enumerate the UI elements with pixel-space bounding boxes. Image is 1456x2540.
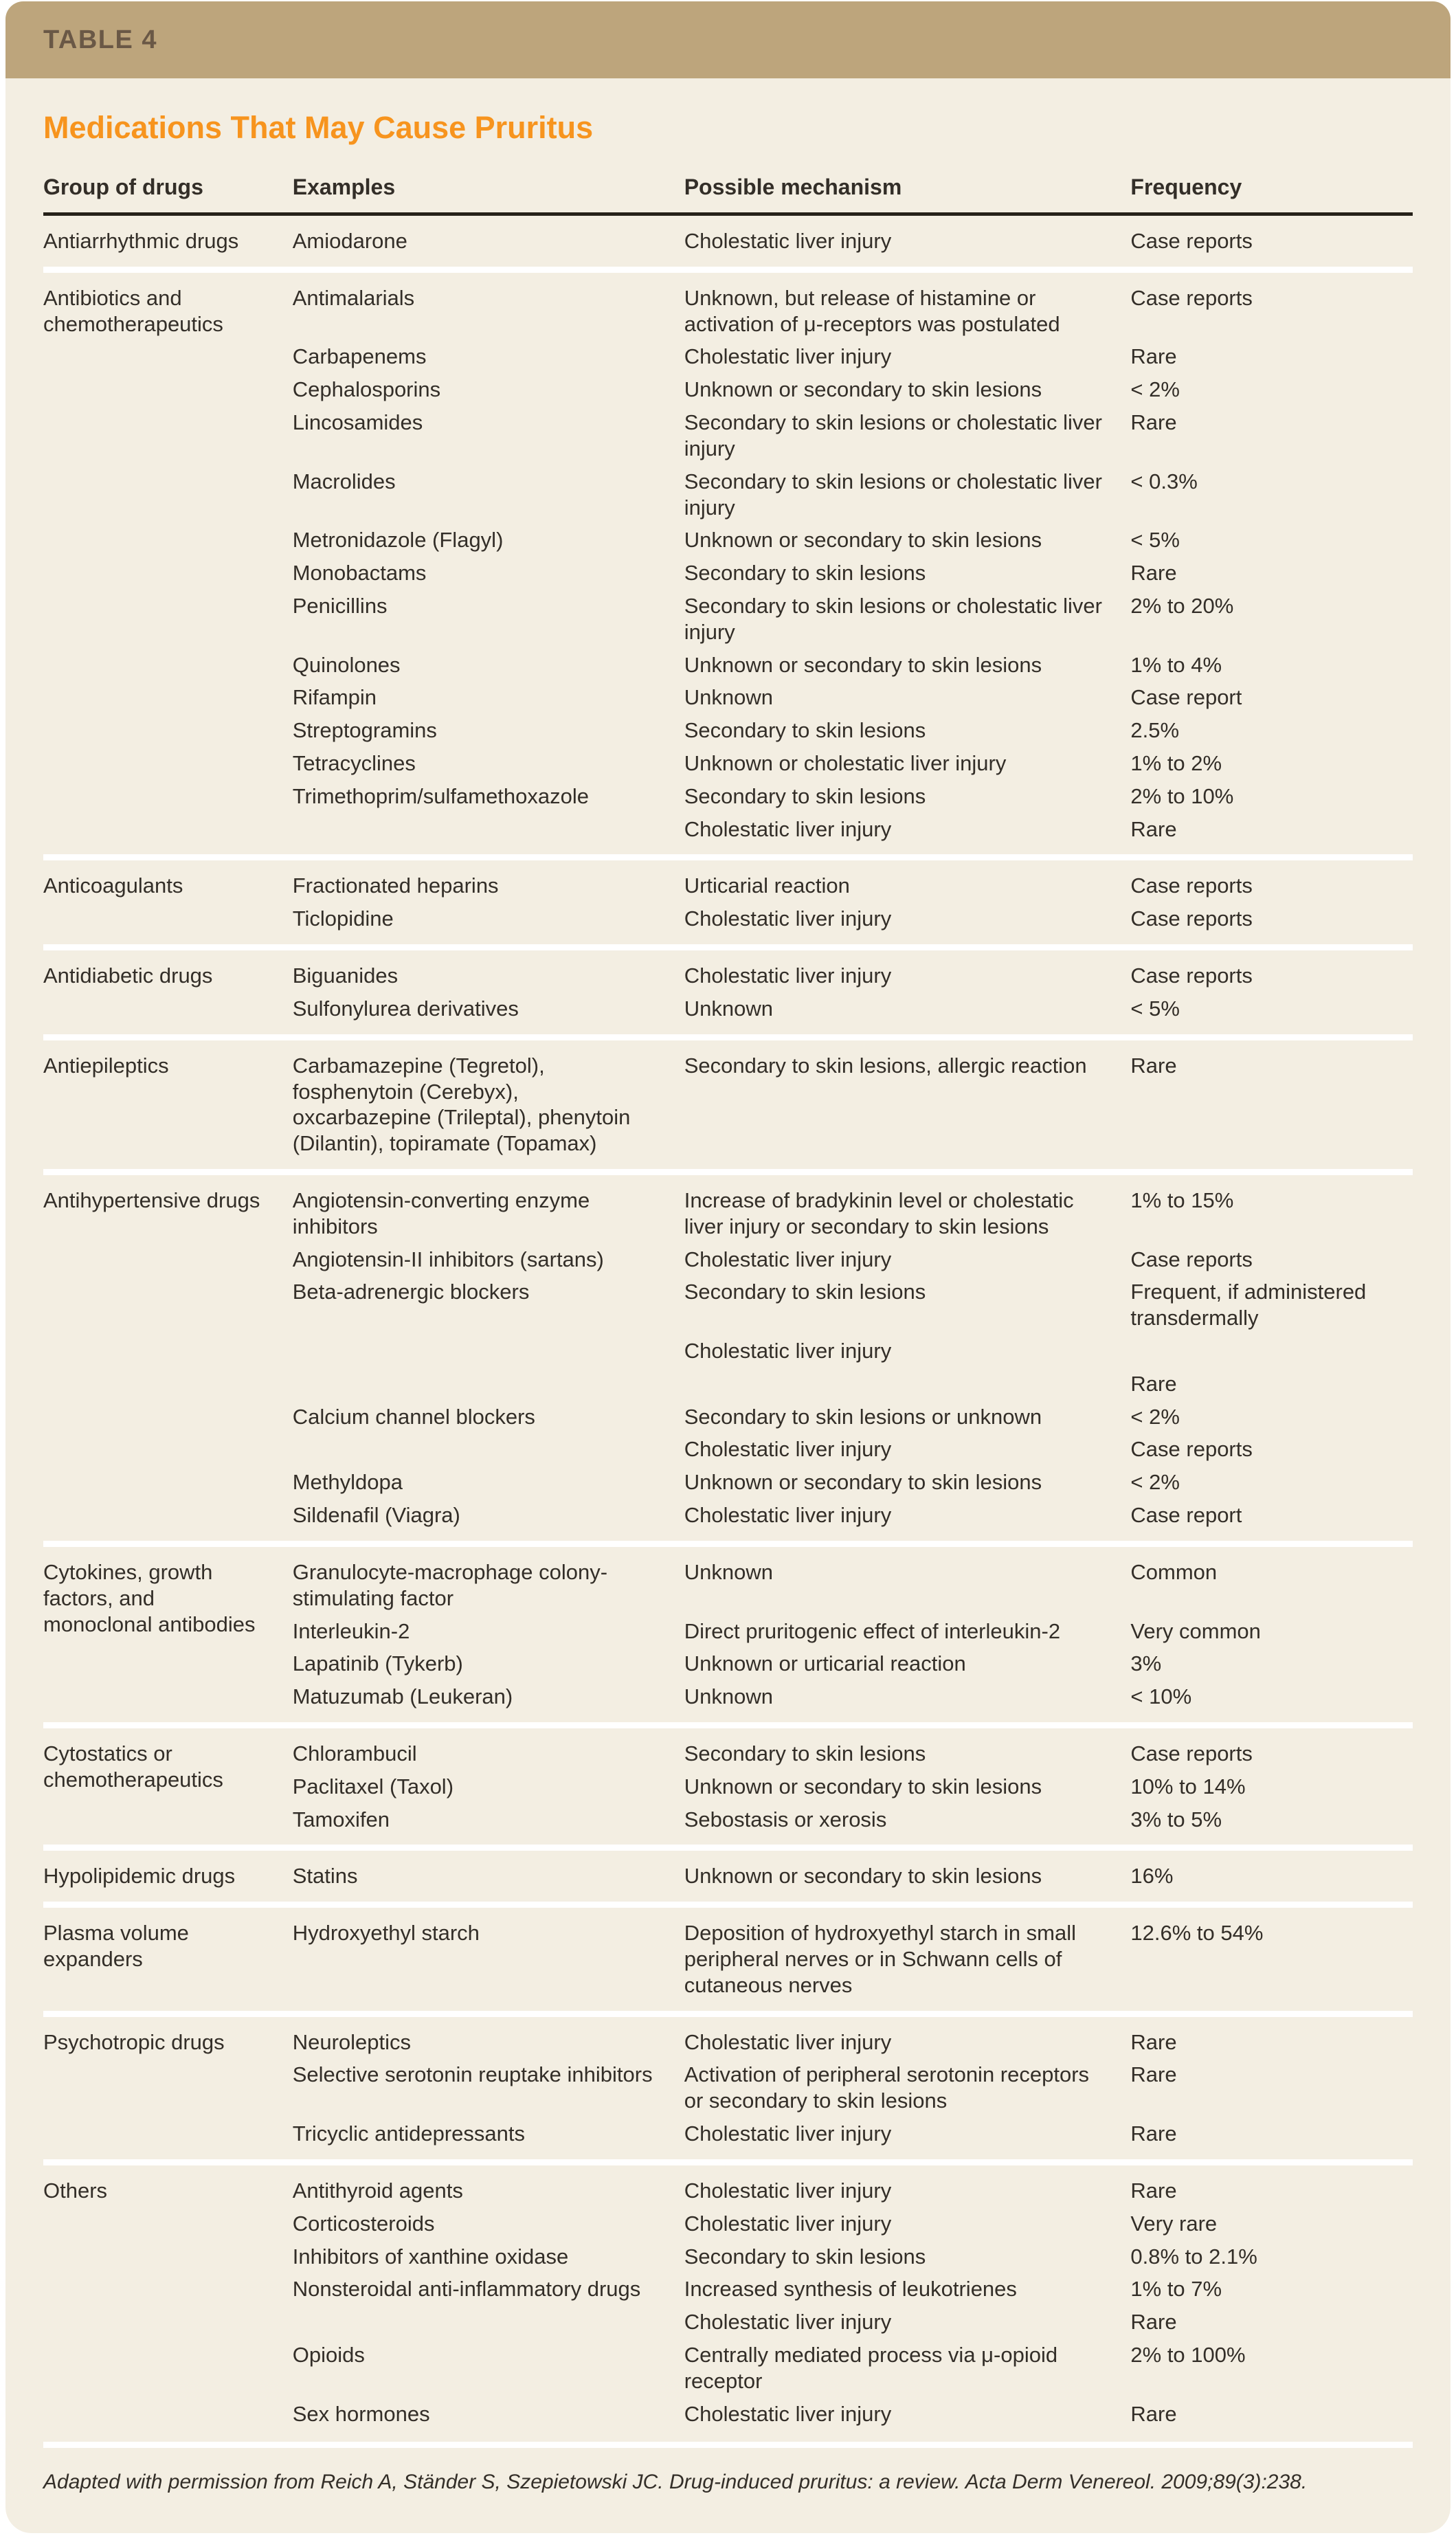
mechanism-cell: Unknown or urticarial reaction bbox=[684, 1651, 966, 1676]
group-name-cell: Anticoagulants bbox=[43, 873, 183, 898]
frequency-cell: Case reports bbox=[1130, 1741, 1253, 1765]
frequency-cell: Very common bbox=[1130, 1618, 1261, 1643]
example-cell: Antimalarials bbox=[292, 285, 415, 310]
frequency-cell: Rare bbox=[1130, 816, 1177, 841]
mechanism-cell: Direct pruritogenic effect of interleukin-2 bbox=[684, 1618, 1061, 1643]
mechanism-cell: Unknown or secondary to skin lesions bbox=[684, 1470, 1042, 1495]
example-cell: Quinolones bbox=[292, 652, 401, 677]
frequency-cell: Rare bbox=[1130, 2310, 1177, 2335]
table-label: TABLE 4 bbox=[43, 25, 158, 54]
frequency-cell: < 2% bbox=[1130, 377, 1180, 402]
mechanism-cell: Increased synthesis of leukotrienes bbox=[684, 2277, 1017, 2302]
mechanism-cell: Unknown or secondary to skin lesions bbox=[684, 1774, 1042, 1798]
example-cell bbox=[293, 2306, 684, 2339]
mechanism-cell: Unknown bbox=[684, 996, 773, 1021]
mechanism-cell: Cholestatic liver injury bbox=[684, 344, 892, 369]
example-cell: Fractionated heparins bbox=[292, 873, 499, 898]
frequency-cell: Case reports bbox=[1130, 1437, 1253, 1462]
mechanism-cell: Deposition of hydroxyethyl starch in small peripheral nerves or in Schwann cells of cutaneous nerves bbox=[684, 1921, 1077, 1997]
frequency-cell: Rare bbox=[1130, 2121, 1177, 2146]
mechanism-cell bbox=[684, 1368, 1131, 1401]
mechanism-cell: Cholestatic liver injury bbox=[684, 1339, 892, 1363]
drug-group bbox=[43, 267, 1413, 855]
drug-group bbox=[43, 1722, 1413, 1845]
mechanism-cell: Cholestatic liver injury bbox=[684, 2211, 892, 2236]
mechanism-cell: Cholestatic liver injury bbox=[684, 906, 892, 931]
mechanism-cell: Unknown or cholestatic liver injury bbox=[684, 751, 1007, 775]
drug-group bbox=[43, 216, 1413, 267]
frequency-cell: Case reports bbox=[1130, 229, 1253, 253]
group-name-cell: Antidiabetic drugs bbox=[43, 963, 213, 988]
mechanism-cell: Cholestatic liver injury bbox=[684, 816, 892, 841]
mechanism-cell: Cholestatic liver injury bbox=[684, 1247, 892, 1271]
mechanism-cell: Secondary to skin lesions bbox=[684, 1741, 926, 1765]
frequency-cell: < 2% bbox=[1130, 1404, 1180, 1429]
group-name-cell: Cytostatics or chemotherapeutics bbox=[43, 1741, 223, 1792]
group-name-cell: Antihypertensive drugs bbox=[43, 1188, 260, 1212]
frequency-cell: Case reports bbox=[1130, 873, 1253, 898]
frequency-cell: < 5% bbox=[1130, 528, 1180, 553]
frequency-cell: 1% to 7% bbox=[1130, 2277, 1222, 2302]
frequency-cell: Case reports bbox=[1130, 285, 1253, 310]
example-cell: Tetracyclines bbox=[292, 751, 416, 775]
example-cell: Inhibitors of xanthine oxidase bbox=[292, 2244, 569, 2269]
example-cell: Hydroxyethyl starch bbox=[292, 1921, 480, 1946]
drug-group bbox=[43, 944, 1413, 1034]
drug-group bbox=[43, 1541, 1413, 1722]
example-cell: Biguanides bbox=[292, 963, 399, 988]
frequency-cell: Case reports bbox=[1130, 906, 1253, 931]
frequency-cell: < 2% bbox=[1130, 1470, 1180, 1495]
mechanism-cell: Secondary to skin lesions bbox=[684, 1280, 926, 1304]
mechanism-cell: Secondary to skin lesions or unknown bbox=[684, 1404, 1042, 1429]
frequency-cell: < 10% bbox=[1130, 1684, 1192, 1709]
example-cell: Sulfonylurea derivatives bbox=[292, 996, 519, 1021]
mechanism-cell: Unknown or secondary to skin lesions bbox=[684, 652, 1042, 677]
example-cell: Sildenafil (Viagra) bbox=[292, 1503, 460, 1528]
mechanism-cell: Secondary to skin lesions bbox=[684, 561, 926, 586]
frequency-cell: Case reports bbox=[1130, 963, 1253, 988]
example-cell: Streptogramins bbox=[292, 718, 437, 743]
mechanism-cell: Cholestatic liver injury bbox=[684, 2121, 892, 2146]
mechanism-cell: Urticarial reaction bbox=[684, 873, 850, 898]
mechanism-cell: Secondary to skin lesions bbox=[684, 718, 926, 743]
drug-group bbox=[43, 2159, 1413, 2440]
drug-group bbox=[43, 854, 1413, 944]
table-title: Medications That May Cause Pruritus bbox=[43, 110, 594, 145]
drug-group bbox=[43, 2011, 1413, 2159]
example-cell: Paclitaxel (Taxol) bbox=[292, 1774, 454, 1798]
frequency-cell: 2% to 20% bbox=[1130, 593, 1234, 618]
frequency-cell: Frequent, if administered transdermally bbox=[1130, 1280, 1367, 1330]
frequency-cell: Rare bbox=[1130, 2401, 1177, 2426]
mechanism-cell: Unknown bbox=[684, 1684, 773, 1709]
drug-group bbox=[43, 1034, 1413, 1169]
example-cell: Ticlopidine bbox=[292, 906, 394, 931]
example-cell: Antithyroid agents bbox=[292, 2178, 463, 2203]
mechanism-cell: Unknown or secondary to skin lesions bbox=[684, 377, 1042, 402]
column-header-group: Group of drugs bbox=[43, 175, 203, 199]
mechanism-cell: Secondary to skin lesions bbox=[684, 783, 926, 808]
mechanism-cell: Secondary to skin lesions, allergic reaction bbox=[684, 1053, 1087, 1078]
frequency-cell: 1% to 15% bbox=[1130, 1188, 1234, 1212]
column-header-mechanism: Possible mechanism bbox=[684, 175, 902, 199]
group-name-cell: Plasma volume expanders bbox=[43, 1921, 189, 1971]
mechanism-cell: Activation of peripheral serotonin receptors or secondary to skin lesions bbox=[684, 2062, 1090, 2113]
mechanism-cell: Unknown bbox=[684, 1559, 773, 1584]
table-content bbox=[5, 110, 1451, 2533]
mechanism-cell: Cholestatic liver injury bbox=[684, 2029, 892, 2054]
frequency-cell: Rare bbox=[1130, 1053, 1177, 1078]
table-card bbox=[5, 1, 1451, 2533]
mechanism-cell: Increase of bradykinin level or cholestatic liver injury or secondary to skin lesions bbox=[684, 1188, 1074, 1238]
mechanism-cell: Cholestatic liver injury bbox=[684, 963, 892, 988]
frequency-cell: < 0.3% bbox=[1130, 469, 1198, 493]
frequency-cell: Rare bbox=[1130, 2178, 1177, 2203]
mechanism-cell: Unknown or secondary to skin lesions bbox=[684, 1864, 1042, 1889]
example-cell: Calcium channel blockers bbox=[292, 1404, 535, 1429]
example-cell bbox=[293, 813, 684, 846]
mechanism-cell: Unknown bbox=[684, 685, 773, 710]
group-name-cell: Antiepileptics bbox=[43, 1053, 169, 1078]
column-header-examples: Examples bbox=[292, 175, 396, 199]
frequency-cell: Rare bbox=[1130, 410, 1177, 435]
example-cell bbox=[293, 1433, 684, 1466]
frequency-cell bbox=[1130, 1335, 1413, 1368]
frequency-cell: Case report bbox=[1130, 685, 1242, 710]
group-name-cell: Psychotropic drugs bbox=[43, 2029, 225, 2054]
frequency-cell: 16% bbox=[1130, 1864, 1174, 1889]
mechanism-cell: Secondary to skin lesions bbox=[684, 2244, 926, 2269]
table-header-band bbox=[5, 1, 1451, 78]
example-cell: Selective serotonin reuptake inhibitors bbox=[292, 2062, 653, 2087]
example-cell: Carbamazepine (Tegretol), fosphenytoin (Cerebyx), oxcarbazepine (Trileptal), phenytoin (Dilantin), topiramate (Topamax) bbox=[292, 1053, 631, 1156]
example-cell: Lapatinib (Tykerb) bbox=[292, 1651, 463, 1676]
example-cell: Opioids bbox=[292, 2342, 365, 2367]
mechanism-cell: Unknown or secondary to skin lesions bbox=[684, 528, 1042, 553]
frequency-cell: Rare bbox=[1130, 1371, 1177, 1396]
drug-group bbox=[43, 1169, 1413, 1541]
example-cell: Amiodarone bbox=[292, 229, 407, 253]
example-cell bbox=[293, 1335, 684, 1368]
drug-group bbox=[43, 1902, 1413, 2010]
example-cell: Lincosamides bbox=[292, 410, 423, 435]
example-cell: Penicillins bbox=[292, 593, 388, 618]
footnote-rule bbox=[43, 2442, 1413, 2448]
frequency-cell: 2.5% bbox=[1130, 718, 1180, 743]
frequency-cell: Case reports bbox=[1130, 1247, 1253, 1271]
frequency-cell: 2% to 10% bbox=[1130, 783, 1234, 808]
example-cell: Neuroleptics bbox=[292, 2029, 412, 2054]
mechanism-cell: Cholestatic liver injury bbox=[684, 1437, 892, 1462]
frequency-cell: Case report bbox=[1130, 1503, 1242, 1528]
group-name-cell: Others bbox=[43, 2178, 108, 2203]
mechanism-cell: Cholestatic liver injury bbox=[684, 2310, 892, 2335]
example-cell: Carbapenems bbox=[292, 344, 427, 369]
frequency-cell: Rare bbox=[1130, 344, 1177, 369]
example-cell: Tamoxifen bbox=[292, 1807, 390, 1831]
column-header-row bbox=[43, 175, 1413, 212]
example-cell: Angiotensin-converting enzyme inhibitors bbox=[292, 1188, 590, 1238]
example-cell bbox=[293, 1368, 684, 1401]
frequency-cell: 1% to 2% bbox=[1130, 751, 1222, 775]
frequency-cell: 2% to 100% bbox=[1130, 2342, 1246, 2367]
group-name-cell: Hypolipidemic drugs bbox=[43, 1864, 236, 1889]
column-header-frequency: Frequency bbox=[1130, 175, 1242, 199]
example-cell: Trimethoprim/sulfamethoxazole bbox=[292, 783, 590, 808]
example-cell: Cephalosporins bbox=[292, 377, 441, 402]
example-cell: Nonsteroidal anti-inflammatory drugs bbox=[292, 2277, 641, 2302]
mechanism-cell: Cholestatic liver injury bbox=[684, 2401, 892, 2426]
mechanism-cell: Cholestatic liver injury bbox=[684, 229, 892, 253]
mechanism-cell: Sebostasis or xerosis bbox=[684, 1807, 887, 1831]
mechanism-cell: Secondary to skin lesions or cholestatic liver injury bbox=[684, 410, 1102, 460]
example-cell: Macrolides bbox=[292, 469, 396, 493]
example-cell: Interleukin-2 bbox=[292, 1618, 410, 1643]
mechanism-cell: Centrally mediated process via μ-opioid receptor bbox=[684, 2342, 1058, 2393]
frequency-cell: 3% to 5% bbox=[1130, 1807, 1222, 1831]
group-name-cell: Cytokines, growth factors, and monoclonal antibodies bbox=[43, 1559, 256, 1636]
frequency-cell: 3% bbox=[1130, 1651, 1162, 1676]
example-cell: Angiotensin-II inhibitors (sartans) bbox=[292, 1247, 604, 1271]
example-cell: Rifampin bbox=[292, 685, 377, 710]
frequency-cell: 10% to 14% bbox=[1130, 1774, 1246, 1798]
frequency-cell: < 5% bbox=[1130, 996, 1180, 1021]
mechanism-cell: Cholestatic liver injury bbox=[684, 1503, 892, 1528]
table-body bbox=[43, 216, 1413, 2439]
example-cell: Methyldopa bbox=[292, 1470, 403, 1495]
frequency-cell: Rare bbox=[1130, 561, 1177, 586]
drug-group bbox=[43, 1845, 1413, 1902]
example-cell: Corticosteroids bbox=[292, 2211, 435, 2236]
example-cell: Beta-adrenergic blockers bbox=[292, 1280, 530, 1304]
frequency-cell: 0.8% to 2.1% bbox=[1130, 2244, 1257, 2269]
group-name-cell: Antibiotics and chemotherapeutics bbox=[43, 285, 223, 336]
frequency-cell: 12.6% to 54% bbox=[1130, 1921, 1264, 1946]
frequency-cell: 1% to 4% bbox=[1130, 652, 1222, 677]
example-cell: Monobactams bbox=[292, 561, 427, 586]
mechanism-cell: Secondary to skin lesions or cholestatic liver injury bbox=[684, 593, 1102, 644]
group-name-cell: Antiarrhythmic drugs bbox=[43, 229, 239, 253]
example-cell: Chlorambucil bbox=[292, 1741, 417, 1765]
frequency-cell: Common bbox=[1130, 1559, 1218, 1584]
frequency-cell: Rare bbox=[1130, 2029, 1177, 2054]
example-cell: Statins bbox=[292, 1864, 358, 1889]
frequency-cell: Very rare bbox=[1130, 2211, 1218, 2236]
example-cell: Metronidazole (Flagyl) bbox=[292, 528, 504, 553]
example-cell: Tricyclic antidepressants bbox=[292, 2121, 525, 2146]
example-cell: Matuzumab (Leukeran) bbox=[292, 1684, 513, 1709]
mechanism-cell: Secondary to skin lesions or cholestatic liver injury bbox=[684, 469, 1102, 520]
mechanism-cell: Cholestatic liver injury bbox=[684, 2178, 892, 2203]
footnote: Adapted with permission from Reich A, Ständer S, Szepietowski JC. Drug-induced pruritus: a review. Acta Derm Venereol. 2009;89(3):238. bbox=[43, 2471, 1308, 2494]
example-cell: Sex hormones bbox=[292, 2401, 430, 2426]
mechanism-cell: Unknown, but release of histamine or activation of μ-receptors was postulated bbox=[684, 285, 1060, 336]
example-cell: Granulocyte-macrophage colony-stimulating factor bbox=[292, 1559, 608, 1610]
frequency-cell: Rare bbox=[1130, 2062, 1177, 2087]
